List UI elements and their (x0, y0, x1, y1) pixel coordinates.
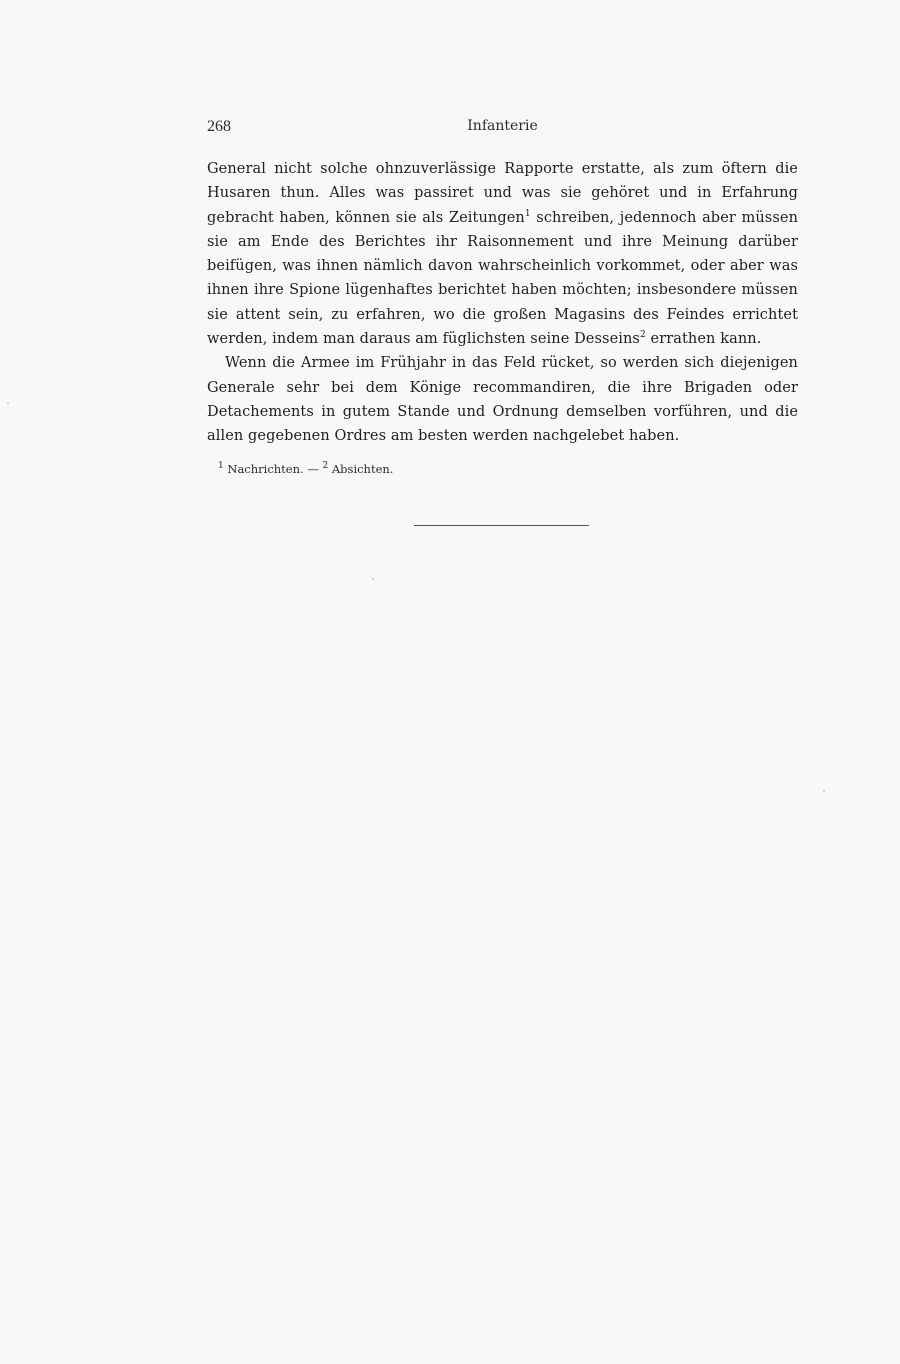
running-title: Infanterie (467, 118, 538, 134)
section-end-rule (414, 525, 589, 526)
footnote-1-text: Nachrichten. — (223, 462, 323, 476)
paragraph-1-part-b: schreiben, jedennoch aber müssen sie am Ende des Berichtes ihr Raisonnement und ihre Meinung darüber beifügen, was ihnen nämlich davon wahrscheinlich vorkommet, oder aber was ihnen ihre Spione lügenhaftes berichtet haben möchten; insbesondere müssen sie attent sein, zu erfahren, wo die großen Magasins des Feindes errichtet werden, indem man daraus am füglichsten seine Desseins (207, 209, 799, 348)
page-number: 268 (207, 118, 231, 135)
paragraph-1-part-c: errathen kann. (645, 331, 762, 348)
footnote-1-marker: 1 (218, 461, 224, 472)
page-header (207, 116, 798, 140)
footnotes (218, 462, 778, 476)
footnote-ref-1: 1 (524, 208, 531, 219)
paragraph-2: Wenn die Armee im Frühjahr in das Feld rücket, so werden sich diejenigen Generale sehr bei dem Könige recommandiren, die ihre Brigaden oder Detachements in gutem Stande und Ordnung demselben vorführen, und die allen gegebenen Ordres am besten werden nachgelebet haben. (207, 355, 798, 445)
paper-speck (372, 578, 374, 580)
paragraph-1-part-a: General nicht solche ohnzuverlässige Rapporte erstatte, als zum öftern die Husaren thun. Alles was passiret und was sie gehöret und in Erfahrung gebracht haben, können sie als Zeitungen (207, 161, 798, 226)
paragraph-1 (207, 157, 798, 351)
footnote-ref-2: 2 (639, 330, 646, 341)
body-text (207, 157, 798, 449)
footnote-2-text: Absichten. (328, 462, 394, 476)
paper-speck (823, 790, 825, 792)
footnote-2-marker: 2 (322, 461, 329, 472)
paper-speck (7, 402, 9, 404)
